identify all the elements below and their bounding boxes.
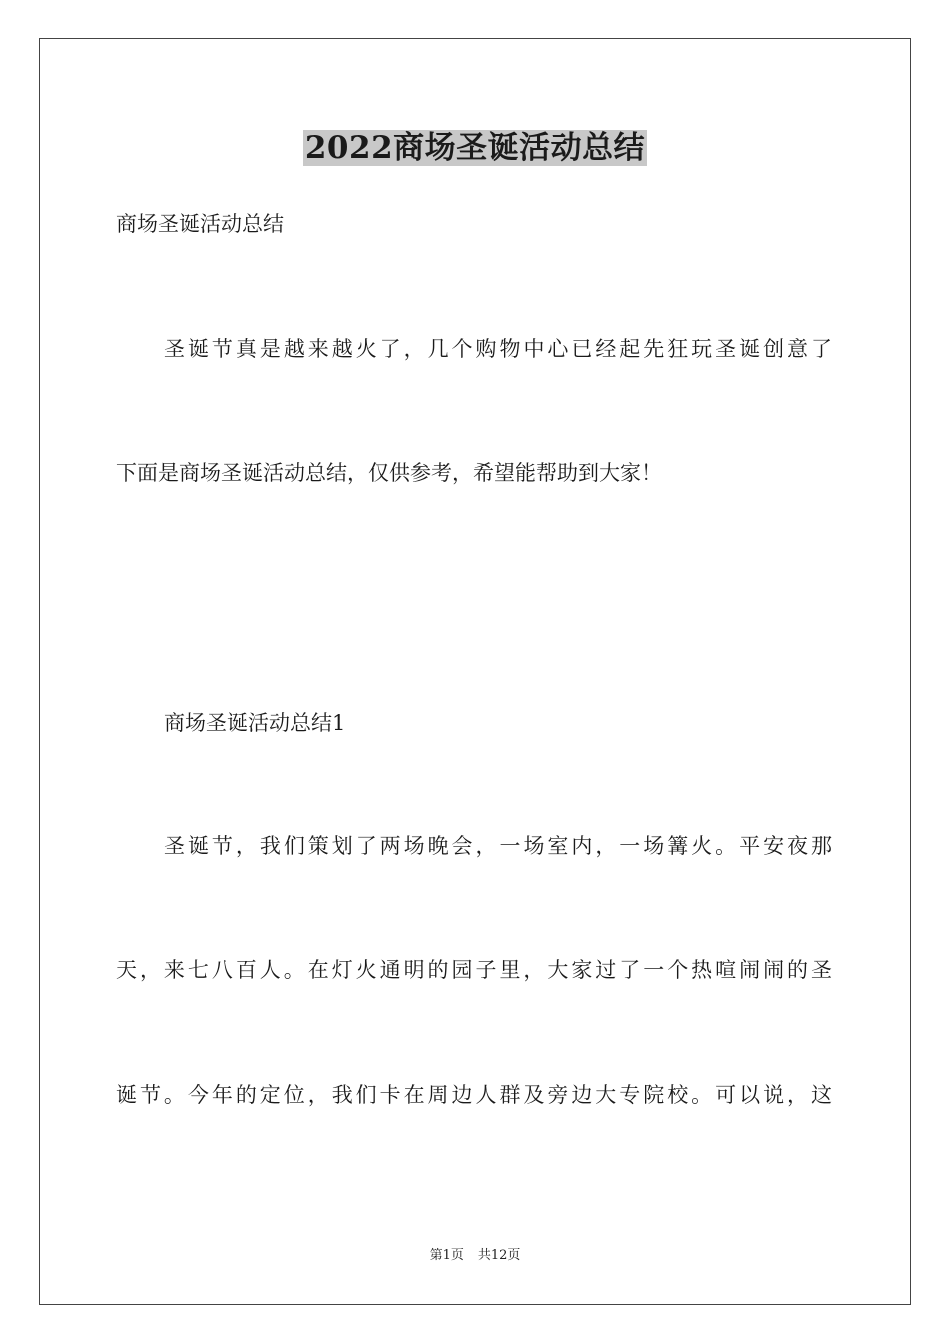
paragraph-line: 天，来七八百人。在灯火通明的园子里，大家过了一个热喧闹闹的圣 xyxy=(116,958,832,982)
section-heading: 商场圣诞活动总结1 xyxy=(164,711,346,735)
page-footer xyxy=(0,1247,950,1265)
page-number: 第1页 xyxy=(429,1248,464,1263)
document-subtitle: 商场圣诞活动总结 xyxy=(116,212,284,236)
paragraph-line: 圣诞节，我们策划了两场晚会，一场室内，一场篝火。平安夜那 xyxy=(164,834,832,858)
document-title xyxy=(0,128,950,168)
paragraph-line: 诞节。今年的定位，我们卡在周边人群及旁边大专院校。可以说，这 xyxy=(116,1083,832,1107)
paragraph-line: 下面是商场圣诞活动总结，仅供参考，希望能帮助到大家！ xyxy=(116,461,662,485)
paragraph-line: 圣诞节真是越来越火了，几个购物中心已经起先狂玩圣诞创意了 xyxy=(164,337,832,361)
document-title-text: 2022商场圣诞活动总结 xyxy=(304,130,646,166)
page-total: 共12页 xyxy=(477,1248,521,1263)
